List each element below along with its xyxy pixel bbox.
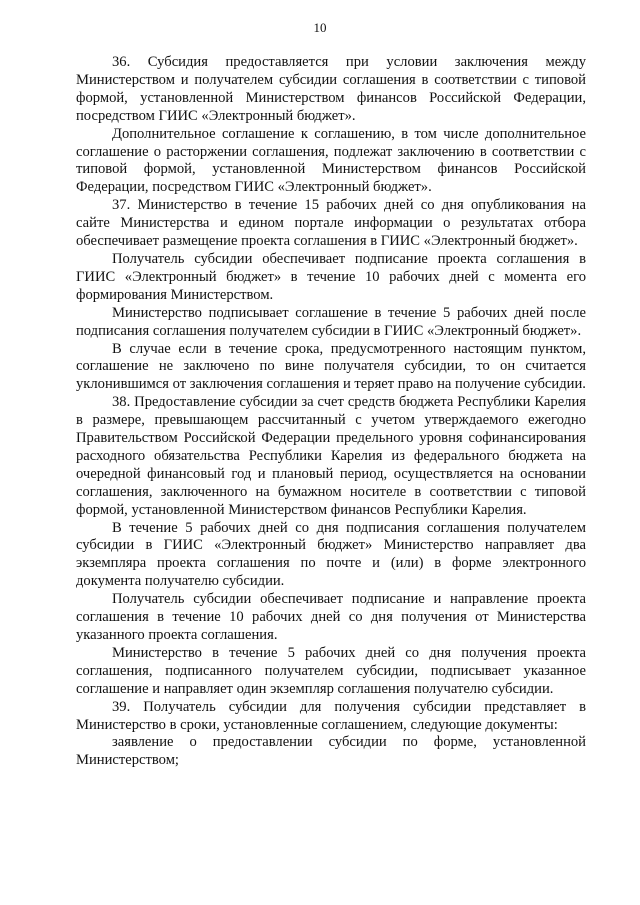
paragraph-38: 38. Предоставление субсидии за счет средств бюджета Республики Карелия в размере, превышающем рассчитанный с учетом утверждаемого ежегодно Правительством Российской Федерации предельного уровня софинансирования расходного обязательства Республики Карелия из федерального бюджета на очередной финансовый год и плановый период, осуществляется на основании соглашения, заключенного на бумажном носителе в соответствии с типовой формой, установленной Министерством финансов Республики Карелия. xyxy=(76,394,586,518)
paragraph-evasion: В случае если в течение срока, предусмотренного настоящим пунктом, соглашение не заключено по вине получателя субсидии, то он считается уклонившимся от заключения соглашения и теряет право на получение субсидии. xyxy=(76,340,586,393)
paragraph-ministry-signing: Министерство подписывает соглашение в течение 5 рабочих дней после подписания соглашения получателем субсидии в ГИИС «Электронный бюджет». xyxy=(76,304,586,339)
paragraph-39: 39. Получатель субсидии для получения субсидии представляет в Министерство в сроки, установленные соглашением, следующие документы: xyxy=(76,698,586,733)
paragraph-recipient-return: Получатель субсидии обеспечивает подписание и направление проекта соглашения в течение 10 рабочих дней со дня получения от Министерства указанного проекта соглашения. xyxy=(76,591,586,643)
paragraph-application: заявление о предоставлении субсидии по форме, установленной Министерством; xyxy=(76,734,586,769)
paragraph-recipient-signing: Получатель субсидии обеспечивает подписание проекта соглашения в ГИИС «Электронный бюджет» в течение 10 рабочих дней с момента его формирования Министерством. xyxy=(76,250,586,303)
paragraph-36: 36. Субсидия предоставляется при условии заключения между Министерством и получателем субсидии соглашения в соответствии с типовой формой, установленной Министерством финансов Российской Федерации, посредством ГИИС «Электронный бюджет». xyxy=(76,54,586,124)
document-body xyxy=(76,54,586,770)
paragraph-ministry-return: Министерство в течение 5 рабочих дней со дня получения проекта соглашения, подписанного получателем субсидии, подписывает указанное соглашение и направляет один экземпляр соглашения получателю субсидии. xyxy=(76,644,586,697)
paragraph-paper-copies: В течение 5 рабочих дней со дня подписания соглашения получателем субсидии в ГИИС «Электронный бюджет» Министерство направляет два экземпляра проекта соглашения по почте и (или) в форме электронного документа получателю субсидии. xyxy=(76,519,586,590)
paragraph-37: 37. Министерство в течение 15 рабочих дней со дня опубликования на сайте Министерства и едином портале информации о результатах отбора обеспечивает размещение проекта соглашения в ГИИС «Электронный бюджет». xyxy=(76,197,586,250)
page-number: 10 xyxy=(313,20,327,35)
paragraph-additional-agreement: Дополнительное соглашение к соглашению, в том числе дополнительное соглашение о расторжении соглашения, подлежат заключению в соответствии с типовой формой, установленной Министерством финансов Российской Федерации, посредством ГИИС «Электронный бюджет». xyxy=(76,125,586,196)
